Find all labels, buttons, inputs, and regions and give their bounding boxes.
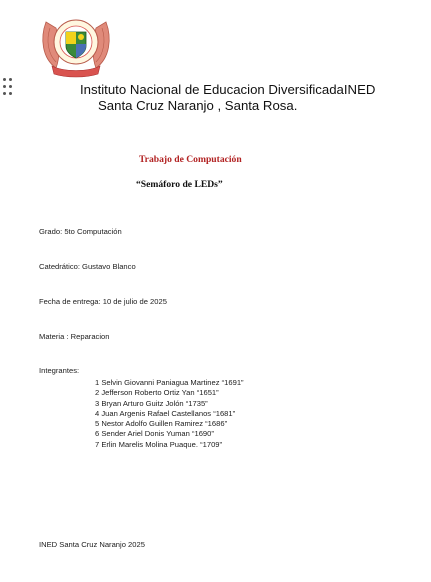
list-item: 5 Nestor Adolfo Guillen Ramirez “1686” — [95, 419, 228, 429]
list-item: 2 Jefferson Roberto Ortiz Yan “1651” — [95, 388, 219, 398]
assignment-title: Trabajo de Computación — [139, 154, 242, 165]
materia-field: Materia : Reparacion — [39, 332, 110, 341]
list-item: 1 Selvin Giovanni Paniagua Martinez “1691” — [95, 378, 244, 387]
school-crest-icon — [38, 8, 114, 82]
drag-handle-icon[interactable] — [3, 78, 13, 100]
footer-text: INED Santa Cruz Naranjo 2025 — [39, 540, 145, 549]
list-item: 6 Sender Ariel Donis Yuman “1690” — [95, 429, 214, 439]
grado-field: Grado: 5to Computación — [39, 227, 122, 236]
project-title: “Semáforo de LEDs” — [136, 179, 223, 190]
institution-name: Instituto Nacional de Educacion DiversificadaINED — [80, 82, 376, 97]
fecha-field: Fecha de entrega: 10 de julio de 2025 — [39, 297, 167, 306]
institution-location: Santa Cruz Naranjo , Santa Rosa. — [98, 98, 298, 113]
members-list — [95, 378, 244, 450]
list-item: 7 Erlin Marelis Molina Puaque. “1709” — [95, 439, 223, 449]
list-item: 4 Juan Argenis Rafael Castellanos “1681” — [95, 408, 236, 418]
integrantes-label: Integrantes: — [39, 366, 80, 375]
list-item: 3 Bryan Arturo Guitz Jolón “1735” — [95, 398, 208, 408]
catedratico-field: Catedrático: Gustavo Blanco — [39, 262, 136, 271]
